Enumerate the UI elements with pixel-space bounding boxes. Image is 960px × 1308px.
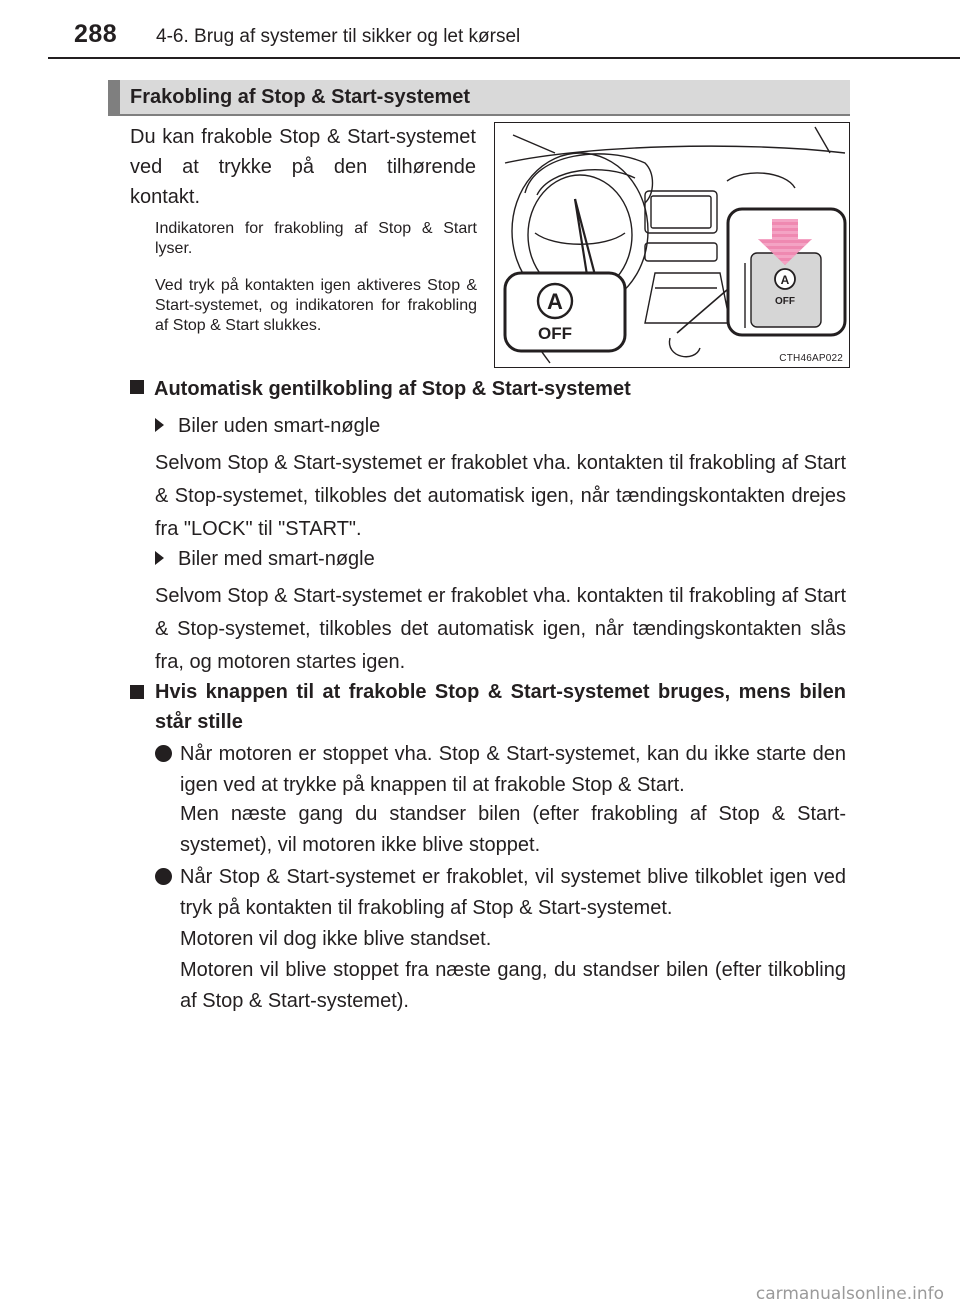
case-label: Biler uden smart-nøgle xyxy=(178,415,381,437)
stationary-bullet-2-extra-2: Motoren vil blive stoppet fra næste gang, du standser bilen (efter tilkobling af Stop & Start-systemet). xyxy=(180,959,846,1012)
case-without-smart-key xyxy=(155,411,380,441)
stationary-bullet-1-extra: Men næste gang du standser bilen (efter frakobling af Stop & Start-systemet), vil motoren ikke blive stoppet. xyxy=(180,803,846,856)
case-with-smart-key-text: Selvom Stop & Start-systemet er frakoblet vha. kontakten til frakobling af Start & Stop-systemet, tilkobles det automatisk igen, når tændingskontakten slås fra, og motoren startes igen. xyxy=(155,585,846,673)
case-with-smart-key xyxy=(155,544,375,574)
stationary-bullet-2: Når Stop & Start-systemet er frakoblet, vil systemet blive tilkoblet igen ved tryk på kontakten til frakobling af Stop & Start-systemet. xyxy=(155,862,846,924)
indicator-off-label: OFF xyxy=(538,324,572,343)
auto-restart-heading-text: Automatisk gentilkobling af Stop & Start-systemet xyxy=(154,378,631,400)
case-without-smart-key-text: Selvom Stop & Start-systemet er frakoblet vha. kontakten til frakobling af Start & Stop-systemet, tilkobles det automatisk igen, når tændingskontakten drejes fra "LOCK" til "START". xyxy=(155,452,846,540)
header-divider xyxy=(48,57,960,59)
dashboard-illustration xyxy=(494,122,850,368)
note-indicator-off: Ved tryk på kontakten igen aktiveres Stop & Start-systemet, og indikatoren for frakobling af Stop & Start slukkes. xyxy=(155,277,477,334)
note-indicator-on: Indikatoren for frakobling af Stop & Start lyser. xyxy=(155,220,477,257)
auto-restart-heading xyxy=(130,374,631,404)
round-bullet-icon xyxy=(155,868,172,885)
chapter-title: 4-6. Brug af systemer til sikker og let kørsel xyxy=(156,26,521,47)
figure-code: CTH46AP022 xyxy=(779,353,843,364)
stationary-bullet-2-extra-1: Motoren vil dog ikke blive standset. xyxy=(180,928,492,950)
stationary-bullet-1: Når motoren er stoppet vha. Stop & Start-systemet, kan du ikke starte den igen ved at trykke på knappen til at frakoble Stop & Start. xyxy=(155,739,846,801)
square-bullet-icon xyxy=(130,685,144,699)
dashboard-drawing xyxy=(495,123,850,368)
arrow-bullet-icon xyxy=(155,551,164,565)
arrow-bullet-icon xyxy=(155,418,164,432)
square-bullet-icon xyxy=(130,380,144,394)
case-label: Biler med smart-nøgle xyxy=(178,548,375,570)
stationary-heading xyxy=(130,677,846,737)
round-bullet-icon xyxy=(155,745,172,762)
section-heading: Frakobling af Stop & Start-systemet xyxy=(108,80,850,114)
stationary-heading-text: Hvis knappen til at frakoble Stop & Start-systemet bruges, mens bilen står stille xyxy=(155,681,846,733)
switch-letter: A xyxy=(780,273,790,287)
watermark: carmanualsonline.info xyxy=(755,1284,944,1304)
indicator-letter: A xyxy=(547,289,563,314)
page-number: 288 xyxy=(74,20,118,48)
intro-paragraph: Du kan frakoble Stop & Start-systemet ved at trykke på den tilhørende kontakt. xyxy=(130,126,476,208)
section-heading-underline xyxy=(108,114,850,116)
switch-off-label: OFF xyxy=(775,296,795,307)
